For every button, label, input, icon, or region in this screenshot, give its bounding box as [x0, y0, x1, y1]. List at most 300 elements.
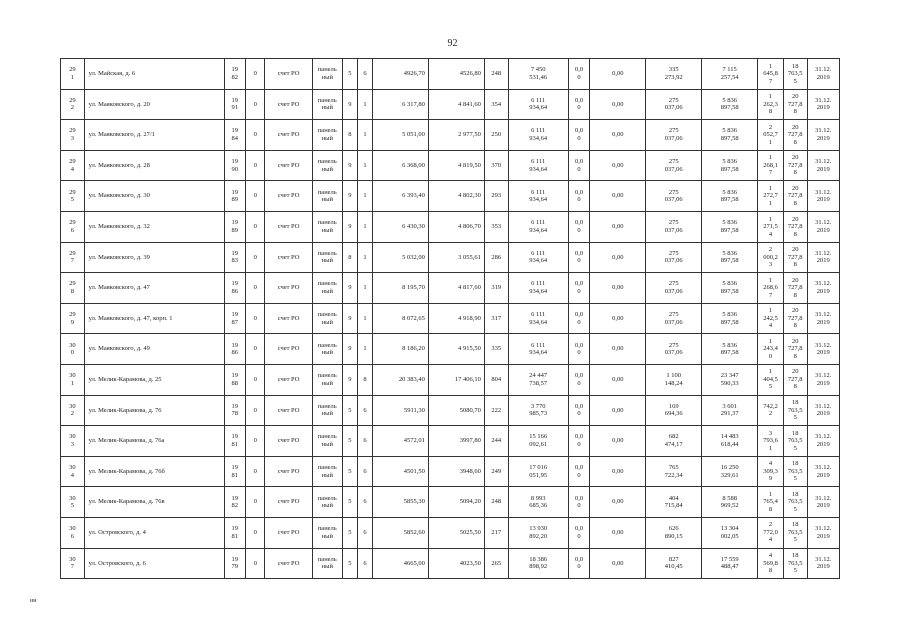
total-area-cell: 5852,60 — [372, 517, 428, 548]
residents-cell: 244 — [484, 426, 508, 457]
address-cell: ул. Маяковского, д. 49 — [84, 334, 224, 365]
cost-b-cell: 0,00 — [590, 364, 646, 395]
floors-cell: 9 — [342, 334, 357, 365]
cost-d-cell: 8 588 969,52 — [702, 487, 758, 518]
cost-a-cell: 0,0 0 — [568, 150, 590, 181]
material-cell: панель ный — [312, 242, 342, 273]
row-number-cell: 30 7 — [61, 548, 85, 579]
deadline-cell: 31.12. 2019 — [807, 395, 839, 426]
floors-cell: 8 — [342, 242, 357, 273]
unit-cost-cell: 1 272,7 1 — [758, 181, 784, 212]
entrances-cell: 1 — [357, 334, 372, 365]
residents-cell: 804 — [484, 364, 508, 395]
zero-cell: 0 — [246, 456, 265, 487]
cost-a-cell: 0,0 0 — [568, 426, 590, 457]
table-row — [61, 364, 840, 395]
max-cost-cell: 18 763,5 5 — [783, 517, 807, 548]
deadline-cell: 31.12. 2019 — [807, 181, 839, 212]
residents-cell: 248 — [484, 59, 508, 90]
unit-cost-cell: 1 268,6 7 — [758, 273, 784, 304]
total-cost-cell: 6 111 934,64 — [508, 211, 568, 242]
cost-d-cell: 13 304 002,05 — [702, 517, 758, 548]
residents-cell: 222 — [484, 395, 508, 426]
floors-cell: 5 — [342, 59, 357, 90]
cost-d-cell: 5 836 897,58 — [702, 120, 758, 151]
total-area-cell: 4572,01 — [372, 426, 428, 457]
cost-b-cell: 0,00 — [590, 181, 646, 212]
cost-d-cell: 5 836 897,58 — [702, 242, 758, 273]
deadline-cell: 31.12. 2019 — [807, 426, 839, 457]
max-cost-cell: 18 763,5 5 — [783, 395, 807, 426]
cost-c-cell: 275 037,06 — [646, 181, 702, 212]
deadline-cell: 31.12. 2019 — [807, 211, 839, 242]
material-cell: панель ный — [312, 364, 342, 395]
year-cell: 19 83 — [224, 242, 246, 273]
row-number-cell: 29 7 — [61, 242, 85, 273]
table-row — [61, 211, 840, 242]
floors-cell: 5 — [342, 426, 357, 457]
total-area-cell: 4501,50 — [372, 456, 428, 487]
cost-c-cell: 275 037,06 — [646, 334, 702, 365]
residents-cell: 293 — [484, 181, 508, 212]
cost-d-cell: 5 836 897,58 — [702, 181, 758, 212]
material-cell: панель ный — [312, 303, 342, 334]
cost-c-cell: 275 037,06 — [646, 211, 702, 242]
max-cost-cell: 18 763,5 5 — [783, 59, 807, 90]
deadline-cell: 31.12. 2019 — [807, 242, 839, 273]
cost-d-cell: 5 836 897,58 — [702, 334, 758, 365]
entrances-cell: 6 — [357, 548, 372, 579]
address-cell: ул. Маяковского, д. 27/1 — [84, 120, 224, 151]
total-area-cell: 5 051,00 — [372, 120, 428, 151]
row-number-cell: 29 2 — [61, 89, 85, 120]
unit-cost-cell: 1 243,4 0 — [758, 334, 784, 365]
year-cell: 19 78 — [224, 395, 246, 426]
entrances-cell: 6 — [357, 517, 372, 548]
residents-cell: 217 — [484, 517, 508, 548]
cost-a-cell: 0,0 0 — [568, 548, 590, 579]
year-cell: 19 90 — [224, 150, 246, 181]
account-cell: счет РО — [265, 364, 312, 395]
total-cost-cell: 6 111 934,64 — [508, 120, 568, 151]
address-cell: ул. Маяковского, д. 28 — [84, 150, 224, 181]
deadline-cell: 31.12. 2019 — [807, 517, 839, 548]
cost-a-cell: 0,0 0 — [568, 89, 590, 120]
total-area-cell: 5911,30 — [372, 395, 428, 426]
address-cell: ул. Маяковского, д. 32 — [84, 211, 224, 242]
floors-cell: 9 — [342, 89, 357, 120]
floors-cell: 5 — [342, 395, 357, 426]
total-area-cell: 6 317,80 — [372, 89, 428, 120]
floors-cell: 9 — [342, 303, 357, 334]
cost-d-cell: 5 836 897,58 — [702, 273, 758, 304]
deadline-cell: 31.12. 2019 — [807, 59, 839, 90]
deadline-cell: 31.12. 2019 — [807, 364, 839, 395]
total-cost-cell: 7 450 531,46 — [508, 59, 568, 90]
row-number-cell: 30 3 — [61, 426, 85, 457]
max-cost-cell: 18 763,5 5 — [783, 456, 807, 487]
material-cell: панель ный — [312, 181, 342, 212]
cost-b-cell: 0,00 — [590, 89, 646, 120]
zero-cell: 0 — [246, 150, 265, 181]
living-area-cell: 5025,50 — [428, 517, 484, 548]
cost-c-cell: 275 037,06 — [646, 303, 702, 334]
cost-b-cell: 0,00 — [590, 456, 646, 487]
row-number-cell: 29 1 — [61, 59, 85, 90]
total-cost-cell: 3 770 985,73 — [508, 395, 568, 426]
max-cost-cell: 20 727,8 8 — [783, 364, 807, 395]
max-cost-cell: 20 727,8 8 — [783, 303, 807, 334]
table-row — [61, 181, 840, 212]
cost-b-cell: 0,00 — [590, 548, 646, 579]
cost-c-cell: 275 037,06 — [646, 89, 702, 120]
cost-a-cell: 0,0 0 — [568, 242, 590, 273]
year-cell: 19 82 — [224, 487, 246, 518]
zero-cell: 0 — [246, 242, 265, 273]
cost-b-cell: 0,00 — [590, 59, 646, 90]
living-area-cell: 4 819,50 — [428, 150, 484, 181]
floors-cell: 9 — [342, 364, 357, 395]
row-number-cell: 29 5 — [61, 181, 85, 212]
housing-registry-table — [60, 58, 840, 579]
living-area-cell: 3 055,61 — [428, 242, 484, 273]
floors-cell: 5 — [342, 487, 357, 518]
total-area-cell: 4665,00 — [372, 548, 428, 579]
entrances-cell: 1 — [357, 181, 372, 212]
row-number-cell: 29 3 — [61, 120, 85, 151]
table-row — [61, 426, 840, 457]
material-cell: панель ный — [312, 517, 342, 548]
account-cell: счет РО — [265, 487, 312, 518]
cost-d-cell: 7 115 257,54 — [702, 59, 758, 90]
table-row — [61, 150, 840, 181]
row-number-cell: 29 8 — [61, 273, 85, 304]
floors-cell: 9 — [342, 273, 357, 304]
cost-c-cell: 1 100 148,24 — [646, 364, 702, 395]
account-cell: счет РО — [265, 517, 312, 548]
cost-a-cell: 0,0 0 — [568, 456, 590, 487]
cost-b-cell: 0,00 — [590, 211, 646, 242]
total-area-cell: 6 430,30 — [372, 211, 428, 242]
unit-cost-cell: 4 569,8 8 — [758, 548, 784, 579]
material-cell: панель ный — [312, 120, 342, 151]
account-cell: счет РО — [265, 273, 312, 304]
total-area-cell: 4926,70 — [372, 59, 428, 90]
cost-a-cell: 0,0 0 — [568, 517, 590, 548]
living-area-cell: 5094,20 — [428, 487, 484, 518]
total-area-cell: 20 383,40 — [372, 364, 428, 395]
account-cell: счет РО — [265, 426, 312, 457]
table-row — [61, 120, 840, 151]
material-cell: панель ный — [312, 211, 342, 242]
unit-cost-cell: 1 404,5 5 — [758, 364, 784, 395]
cost-c-cell: 626 890,15 — [646, 517, 702, 548]
total-area-cell: 8 195,70 — [372, 273, 428, 304]
residents-cell: 335 — [484, 334, 508, 365]
account-cell: счет РО — [265, 150, 312, 181]
total-area-cell: 8 072,65 — [372, 303, 428, 334]
residents-cell: 249 — [484, 456, 508, 487]
residents-cell: 265 — [484, 548, 508, 579]
cost-d-cell: 14 483 618,44 — [702, 426, 758, 457]
cost-c-cell: 682 474,17 — [646, 426, 702, 457]
total-cost-cell: 13 930 892,20 — [508, 517, 568, 548]
cost-b-cell: 0,00 — [590, 487, 646, 518]
deadline-cell: 31.12. 2019 — [807, 334, 839, 365]
material-cell: панель ный — [312, 548, 342, 579]
entrances-cell: 6 — [357, 59, 372, 90]
total-area-cell: 6 393,40 — [372, 181, 428, 212]
address-cell: ул. Маяковского, д. 30 — [84, 181, 224, 212]
account-cell: счет РО — [265, 59, 312, 90]
cost-b-cell: 0,00 — [590, 426, 646, 457]
material-cell: панель ный — [312, 395, 342, 426]
year-cell: 19 81 — [224, 517, 246, 548]
max-cost-cell: 20 727,8 8 — [783, 242, 807, 273]
total-cost-cell: 6 111 934,64 — [508, 89, 568, 120]
address-cell: ул. Маяковского, д. 47 — [84, 273, 224, 304]
account-cell: счет РО — [265, 334, 312, 365]
floors-cell: 5 — [342, 517, 357, 548]
living-area-cell: 3997,80 — [428, 426, 484, 457]
cost-c-cell: 404 715,84 — [646, 487, 702, 518]
year-cell: 19 86 — [224, 334, 246, 365]
entrances-cell: 1 — [357, 273, 372, 304]
living-area-cell: 4 915,50 — [428, 334, 484, 365]
row-number-cell: 30 4 — [61, 456, 85, 487]
floors-cell: 5 — [342, 548, 357, 579]
cost-d-cell: 16 250 329,61 — [702, 456, 758, 487]
floors-cell: 9 — [342, 181, 357, 212]
deadline-cell: 31.12. 2019 — [807, 303, 839, 334]
unit-cost-cell: 2 772,0 4 — [758, 517, 784, 548]
address-cell: ул. Мелик-Карамова, д. 76 — [84, 395, 224, 426]
year-cell: 19 86 — [224, 273, 246, 304]
cost-a-cell: 0,0 0 — [568, 211, 590, 242]
cost-b-cell: 0,00 — [590, 395, 646, 426]
cost-c-cell: 275 037,06 — [646, 242, 702, 273]
deadline-cell: 31.12. 2019 — [807, 456, 839, 487]
cost-a-cell: 0,0 0 — [568, 59, 590, 90]
material-cell: панель ный — [312, 487, 342, 518]
cost-a-cell: 0,0 0 — [568, 334, 590, 365]
zero-cell: 0 — [246, 487, 265, 518]
zero-cell: 0 — [246, 395, 265, 426]
total-area-cell: 5855,30 — [372, 487, 428, 518]
table-row — [61, 548, 840, 579]
cost-b-cell: 0,00 — [590, 273, 646, 304]
total-cost-cell: 6 111 934,64 — [508, 273, 568, 304]
table-row — [61, 456, 840, 487]
address-cell: ул. Островского, д. 4 — [84, 517, 224, 548]
unit-cost-cell: 1 242,5 4 — [758, 303, 784, 334]
cost-c-cell: 335 273,92 — [646, 59, 702, 90]
floors-cell: 8 — [342, 120, 357, 151]
residents-cell: 370 — [484, 150, 508, 181]
living-area-cell: 4 802,30 — [428, 181, 484, 212]
entrances-cell: 6 — [357, 395, 372, 426]
zero-cell: 0 — [246, 120, 265, 151]
entrances-cell: 1 — [357, 89, 372, 120]
material-cell: панель ный — [312, 150, 342, 181]
year-cell: 19 82 — [224, 59, 246, 90]
footer-mark: нн — [30, 598, 37, 604]
row-number-cell: 29 6 — [61, 211, 85, 242]
living-area-cell: 5080,70 — [428, 395, 484, 426]
max-cost-cell: 20 727,8 8 — [783, 150, 807, 181]
cost-b-cell: 0,00 — [590, 242, 646, 273]
address-cell: ул. Маяковского, д. 20 — [84, 89, 224, 120]
zero-cell: 0 — [246, 334, 265, 365]
total-cost-cell: 8 993 685,36 — [508, 487, 568, 518]
total-area-cell: 8 186,20 — [372, 334, 428, 365]
cost-c-cell: 275 037,06 — [646, 273, 702, 304]
zero-cell: 0 — [246, 89, 265, 120]
registry-body — [61, 59, 840, 579]
unit-cost-cell: 1 268,1 7 — [758, 150, 784, 181]
row-number-cell: 30 1 — [61, 364, 85, 395]
entrances-cell: 8 — [357, 364, 372, 395]
living-area-cell: 4 918,90 — [428, 303, 484, 334]
total-cost-cell: 18 386 898,92 — [508, 548, 568, 579]
address-cell: ул. Маяковского, д. 47, корп. 1 — [84, 303, 224, 334]
unit-cost-cell: 3 793,6 1 — [758, 426, 784, 457]
material-cell: панель ный — [312, 89, 342, 120]
floors-cell: 9 — [342, 211, 357, 242]
cost-b-cell: 0,00 — [590, 150, 646, 181]
cost-b-cell: 0,00 — [590, 517, 646, 548]
total-cost-cell: 6 111 934,64 — [508, 303, 568, 334]
cost-a-cell: 0,0 0 — [568, 487, 590, 518]
table-row — [61, 334, 840, 365]
unit-cost-cell: 1 765,4 8 — [758, 487, 784, 518]
account-cell: счет РО — [265, 548, 312, 579]
cost-c-cell: 827 410,45 — [646, 548, 702, 579]
account-cell: счет РО — [265, 242, 312, 273]
unit-cost-cell: 1 271,5 4 — [758, 211, 784, 242]
year-cell: 19 84 — [224, 120, 246, 151]
cost-b-cell: 0,00 — [590, 303, 646, 334]
row-number-cell: 30 2 — [61, 395, 85, 426]
cost-d-cell: 5 836 897,58 — [702, 150, 758, 181]
table-row — [61, 242, 840, 273]
zero-cell: 0 — [246, 426, 265, 457]
living-area-cell: 4 817,60 — [428, 273, 484, 304]
total-cost-cell: 6 111 934,64 — [508, 150, 568, 181]
cost-c-cell: 169 694,36 — [646, 395, 702, 426]
row-number-cell: 29 9 — [61, 303, 85, 334]
year-cell: 19 79 — [224, 548, 246, 579]
account-cell: счет РО — [265, 456, 312, 487]
total-cost-cell: 6 111 934,64 — [508, 181, 568, 212]
material-cell: панель ный — [312, 334, 342, 365]
cost-b-cell: 0,00 — [590, 334, 646, 365]
total-cost-cell: 17 016 051,95 — [508, 456, 568, 487]
cost-a-cell: 0,0 0 — [568, 273, 590, 304]
residents-cell: 319 — [484, 273, 508, 304]
cost-a-cell: 0,0 0 — [568, 395, 590, 426]
table-row — [61, 89, 840, 120]
address-cell: ул. Мелик-Карамова, д. 76б — [84, 456, 224, 487]
deadline-cell: 31.12. 2019 — [807, 273, 839, 304]
cost-a-cell: 0,0 0 — [568, 303, 590, 334]
table-row — [61, 273, 840, 304]
account-cell: счет РО — [265, 211, 312, 242]
entrances-cell: 1 — [357, 242, 372, 273]
address-cell: ул. Мелик-Карамова, д. 76а — [84, 426, 224, 457]
total-cost-cell: 24 447 738,57 — [508, 364, 568, 395]
year-cell: 19 81 — [224, 426, 246, 457]
max-cost-cell: 18 763,5 5 — [783, 426, 807, 457]
material-cell: панель ный — [312, 273, 342, 304]
account-cell: счет РО — [265, 395, 312, 426]
account-cell: счет РО — [265, 303, 312, 334]
total-area-cell: 6 368,00 — [372, 150, 428, 181]
residents-cell: 248 — [484, 487, 508, 518]
living-area-cell: 3948,60 — [428, 456, 484, 487]
address-cell: ул. Майская, д. 6 — [84, 59, 224, 90]
deadline-cell: 31.12. 2019 — [807, 548, 839, 579]
account-cell: счет РО — [265, 120, 312, 151]
cost-d-cell: 17 559 488,47 — [702, 548, 758, 579]
deadline-cell: 31.12. 2019 — [807, 487, 839, 518]
table-row — [61, 303, 840, 334]
unit-cost-cell: 2 000,2 3 — [758, 242, 784, 273]
zero-cell: 0 — [246, 273, 265, 304]
max-cost-cell: 20 727,8 8 — [783, 181, 807, 212]
residents-cell: 354 — [484, 89, 508, 120]
residents-cell: 353 — [484, 211, 508, 242]
address-cell: ул. Мелик-Карамова, д. 76в — [84, 487, 224, 518]
cost-c-cell: 765 722,34 — [646, 456, 702, 487]
unit-cost-cell: 2 052,7 1 — [758, 120, 784, 151]
cost-c-cell: 275 037,06 — [646, 120, 702, 151]
living-area-cell: 4526,80 — [428, 59, 484, 90]
cost-a-cell: 0,0 0 — [568, 364, 590, 395]
table-row — [61, 395, 840, 426]
total-area-cell: 5 032,00 — [372, 242, 428, 273]
zero-cell: 0 — [246, 303, 265, 334]
material-cell: панель ный — [312, 426, 342, 457]
entrances-cell: 1 — [357, 303, 372, 334]
account-cell: счет РО — [265, 181, 312, 212]
max-cost-cell: 20 727,8 8 — [783, 120, 807, 151]
residents-cell: 250 — [484, 120, 508, 151]
cost-b-cell: 0,00 — [590, 120, 646, 151]
floors-cell: 5 — [342, 456, 357, 487]
residents-cell: 317 — [484, 303, 508, 334]
address-cell: ул. Мелик-Карамова, д. 25 — [84, 364, 224, 395]
max-cost-cell: 20 727,8 8 — [783, 89, 807, 120]
unit-cost-cell: 742,2 2 — [758, 395, 784, 426]
row-number-cell: 30 0 — [61, 334, 85, 365]
max-cost-cell: 18 763,5 5 — [783, 487, 807, 518]
entrances-cell: 6 — [357, 487, 372, 518]
zero-cell: 0 — [246, 548, 265, 579]
cost-a-cell: 0,0 0 — [568, 181, 590, 212]
unit-cost-cell: 1 262,3 8 — [758, 89, 784, 120]
material-cell: панель ный — [312, 59, 342, 90]
total-cost-cell: 6 111 934,64 — [508, 242, 568, 273]
account-cell: счет РО — [265, 89, 312, 120]
max-cost-cell: 20 727,8 8 — [783, 211, 807, 242]
year-cell: 19 89 — [224, 181, 246, 212]
zero-cell: 0 — [246, 181, 265, 212]
row-number-cell: 30 5 — [61, 487, 85, 518]
max-cost-cell: 18 763,5 5 — [783, 548, 807, 579]
zero-cell: 0 — [246, 59, 265, 90]
cost-d-cell: 5 836 897,58 — [702, 211, 758, 242]
